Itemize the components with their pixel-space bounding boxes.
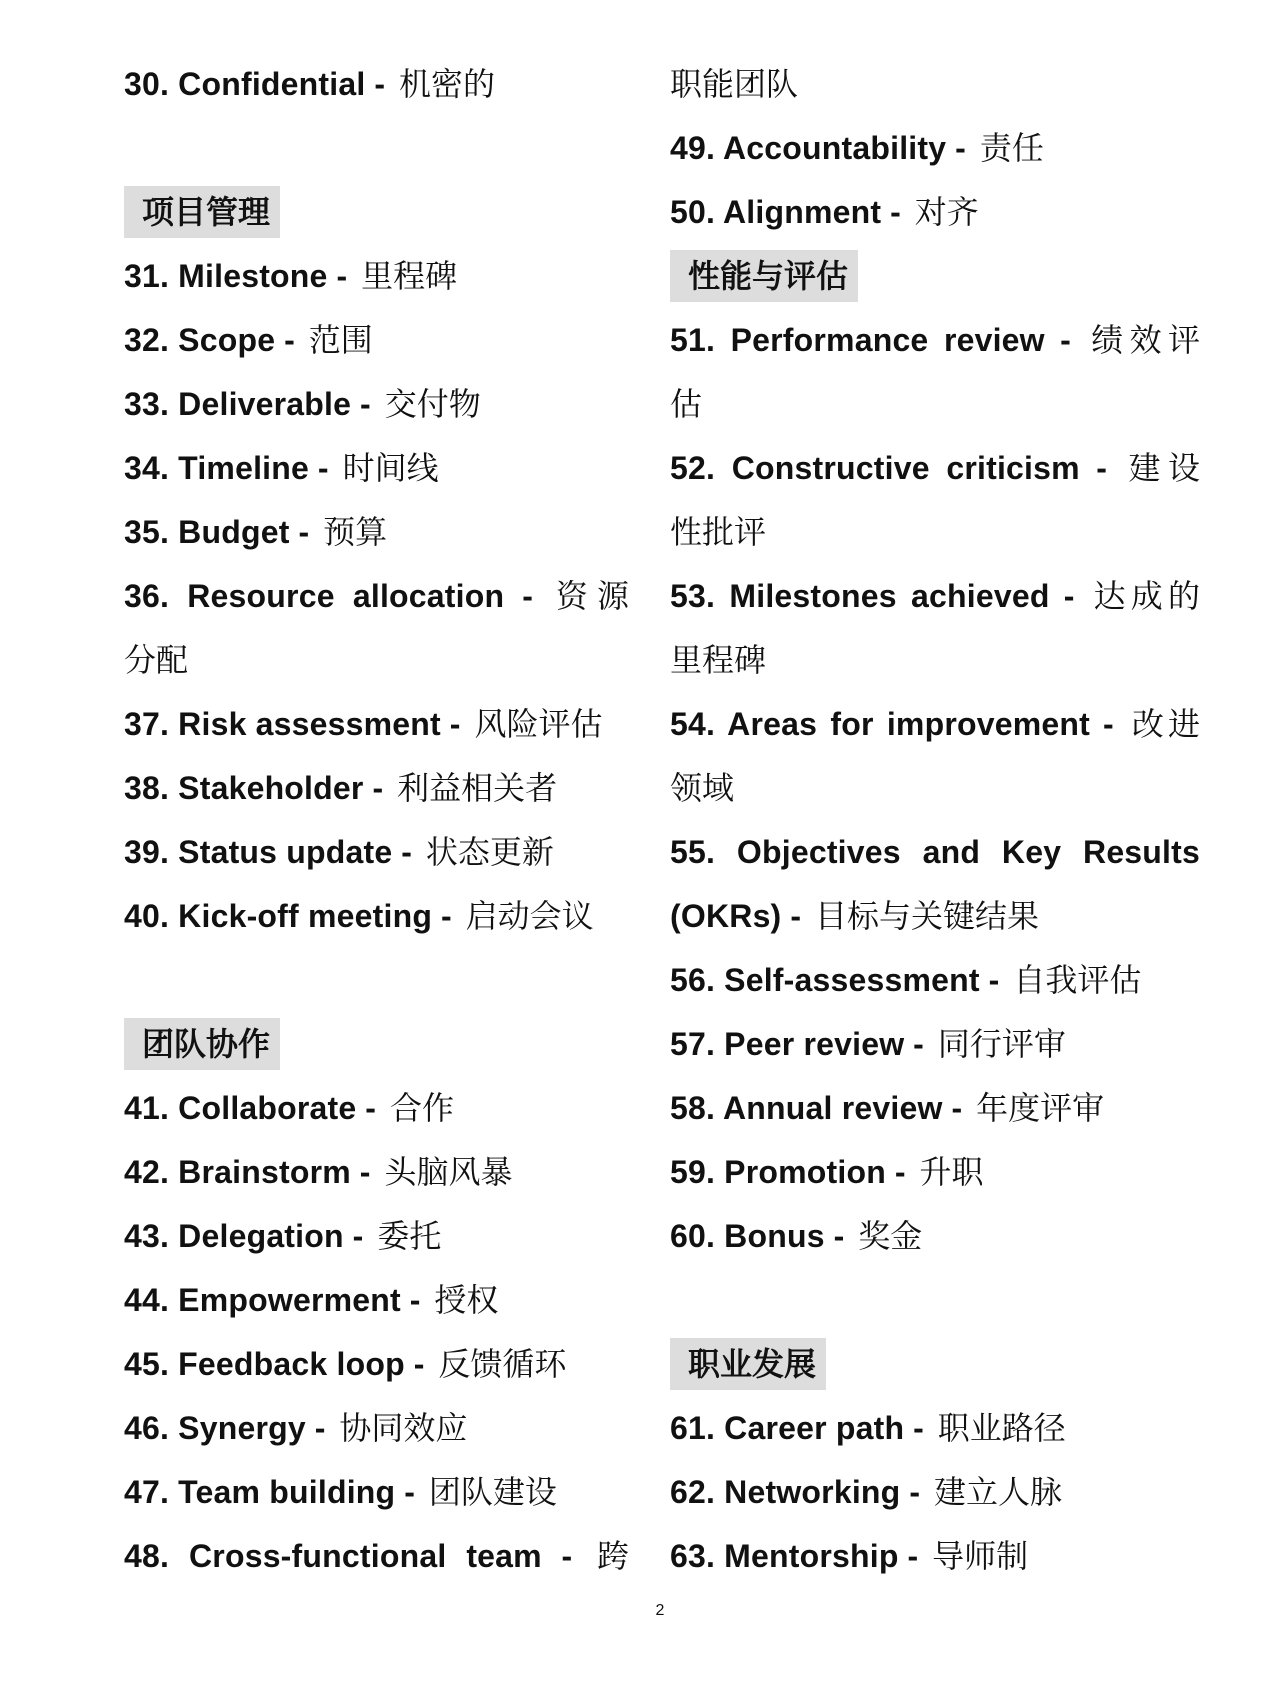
spacer (124, 948, 629, 1012)
entry-translation: 团队建设 (428, 1473, 557, 1511)
vocab-entry (124, 820, 629, 884)
entry-term: 40. Kick-off meeting (124, 898, 433, 934)
vocab-entry (124, 692, 629, 756)
vocab-entry (670, 1396, 1200, 1460)
vocab-entry (124, 1332, 629, 1396)
entry-separator: - (360, 386, 371, 422)
entry-translation: 绩效评 (1084, 321, 1200, 359)
entry-separator: - (413, 1346, 425, 1382)
vocab-entry-line2 (670, 884, 1200, 948)
entry-translation: 状态更新 (425, 833, 554, 871)
entry-separator: - (955, 130, 966, 166)
page-number: 2 (655, 1602, 665, 1619)
vocab-entry (124, 564, 629, 628)
entry-term: 48. Cross-functional team (124, 1538, 542, 1574)
vocab-entry (124, 436, 629, 500)
vocab-entry (124, 500, 629, 564)
entry-continuation: 估 (670, 385, 703, 423)
section-heading: 职业发展 (670, 1338, 826, 1390)
entry-term: 60. Bonus (670, 1218, 825, 1254)
vocab-entry (670, 564, 1200, 628)
entry-term: 59. Promotion (670, 1154, 886, 1190)
entry-term: 45. Feedback loop (124, 1346, 405, 1382)
entry-translation: 建设 (1120, 449, 1201, 487)
entry-separator: - (440, 898, 452, 934)
entry-term: 62. Networking (670, 1474, 901, 1510)
entry-translation: 建立人脉 (933, 1473, 1062, 1511)
entry-translation: 时间线 (342, 449, 439, 487)
entry-translation: 机密的 (399, 65, 496, 103)
entry-translation: 目标与关键结果 (814, 897, 1039, 935)
entry-term: 53. Milestones achieved (670, 578, 1050, 614)
vocab-entry (124, 884, 629, 948)
section-heading-row (670, 244, 1200, 308)
entry-separator: - (1060, 322, 1071, 358)
section-heading: 项目管理 (124, 186, 280, 238)
entry-translation: 协同效应 (339, 1409, 468, 1447)
entry-term: 61. Career path (670, 1410, 905, 1446)
entry-term: 34. Timeline (124, 450, 310, 486)
entry-term: 44. Empowerment (124, 1282, 401, 1318)
entry-separator: - (409, 1282, 421, 1318)
entry-separator: - (988, 962, 1000, 998)
entry-translation: 范围 (308, 321, 373, 359)
vocab-entry (124, 1076, 629, 1140)
entry-term: 38. Stakeholder (124, 770, 364, 806)
entry-translation: 升职 (919, 1153, 984, 1191)
section-heading-row (124, 180, 629, 244)
vocab-entry (124, 1396, 629, 1460)
vocab-entry (124, 1460, 629, 1524)
entry-continuation: 分配 (124, 641, 189, 679)
entry-translation: 年度评审 (976, 1089, 1105, 1127)
entry-separator: - (1063, 578, 1075, 614)
entry-term: 46. Synergy (124, 1410, 306, 1446)
entry-translation: 启动会议 (465, 897, 594, 935)
vocab-entry (670, 308, 1200, 372)
entry-translation: 导师制 (932, 1537, 1029, 1575)
entry-translation: 合作 (389, 1089, 454, 1127)
entry-separator: - (298, 514, 310, 550)
vocab-entry (670, 1204, 1200, 1268)
vocab-entry (670, 436, 1200, 500)
entry-separator: - (359, 1154, 371, 1190)
entry-continuation: 性批评 (670, 513, 767, 551)
entry-translation: 交付物 (384, 385, 481, 423)
entry-separator: - (449, 706, 461, 742)
entry-term: 58. Annual review (670, 1090, 943, 1126)
entry-translation: 委托 (377, 1217, 442, 1255)
entry-separator: - (913, 1026, 924, 1062)
entry-translation: 达成的 (1088, 577, 1200, 615)
entry-term: 31. Milestone (124, 258, 328, 294)
spacer (670, 1268, 1200, 1332)
entry-separator: - (909, 1474, 920, 1510)
entry-separator: - (894, 1154, 906, 1190)
entry-separator: - (365, 1090, 376, 1126)
entry-term: 63. Mentorship (670, 1538, 899, 1574)
section-heading: 性能与评估 (670, 250, 858, 302)
entry-separator: - (401, 834, 412, 870)
entry-term: 42. Brainstorm (124, 1154, 351, 1190)
vocab-entry (670, 1140, 1200, 1204)
entry-continuation: 职能团队 (670, 65, 799, 103)
vocab-entry (124, 1524, 629, 1588)
entry-term: 43. Delegation (124, 1218, 344, 1254)
entry-translation: 职业路径 (937, 1409, 1066, 1447)
entry-term: 50. Alignment (670, 194, 882, 230)
vocab-entry (124, 52, 629, 116)
right-column (670, 52, 1200, 1588)
vocab-entry (124, 244, 629, 308)
section-heading: 团队协作 (124, 1018, 280, 1070)
entry-separator: - (1103, 706, 1114, 742)
entry-separator: - (833, 1218, 845, 1254)
entry-separator: - (336, 258, 348, 294)
vocab-entry (124, 1140, 629, 1204)
entry-translation: 奖金 (858, 1217, 923, 1255)
entry-continuation: 里程碑 (670, 641, 767, 679)
vocab-entry (670, 1012, 1200, 1076)
entry-term: 57. Peer review (670, 1026, 905, 1062)
entry-translation: 风险评估 (474, 705, 603, 743)
entry-continuation: 领域 (670, 769, 735, 807)
entry-term: 54. Areas for improvement (670, 706, 1090, 742)
entry-separator: - (951, 1090, 963, 1126)
entry-term: 33. Deliverable (124, 386, 352, 422)
entry-translation: 同行评审 (937, 1025, 1066, 1063)
entry-term: 56. Self-assessment (670, 962, 980, 998)
entry-separator: - (561, 1538, 573, 1574)
vocab-entry (124, 756, 629, 820)
vocab-entry (670, 692, 1200, 756)
entry-translation: 跨 (586, 1537, 629, 1575)
entry-term: 47. Team building (124, 1474, 396, 1510)
vocab-entry (124, 372, 629, 436)
entry-separator: - (372, 770, 384, 806)
vocab-entry (670, 1524, 1200, 1588)
left-column (124, 52, 629, 1588)
entry-term: 55. Objectives and Key Results (670, 834, 1200, 870)
vocab-entry (670, 180, 1200, 244)
spacer (124, 116, 629, 180)
entry-term: 51. Performance review (670, 322, 1045, 358)
entry-term: 36. Resource allocation (124, 578, 505, 614)
vocab-entry (670, 1460, 1200, 1524)
entry-separator: - (404, 1474, 415, 1510)
entry-translation: 对齐 (914, 193, 979, 231)
entry-translation: 利益相关者 (397, 769, 558, 807)
entry-separator: - (790, 898, 801, 934)
entry-translation: 授权 (434, 1281, 499, 1319)
entry-separator: - (913, 1410, 924, 1446)
entry-translation: 头脑风暴 (384, 1153, 513, 1191)
entry-translation: 责任 (979, 129, 1044, 167)
entry-translation: 自我评估 (1013, 961, 1142, 999)
vocab-entry (124, 308, 629, 372)
entry-term: 30. Confidential (124, 66, 366, 102)
entry-separator: - (374, 66, 385, 102)
entry-term: 39. Status update (124, 834, 393, 870)
entry-separator: - (890, 194, 901, 230)
section-heading-row (124, 1012, 629, 1076)
vocab-entry (670, 1076, 1200, 1140)
entry-translation: 改进 (1127, 705, 1200, 743)
entry-term: 37. Risk assessment (124, 706, 441, 742)
vocab-entry (670, 116, 1200, 180)
vocab-entry (670, 948, 1200, 1012)
vocab-entry (124, 1268, 629, 1332)
entry-separator: - (314, 1410, 326, 1446)
entry-separator: - (352, 1218, 364, 1254)
entry-separator: - (522, 578, 533, 614)
entry-separator: - (317, 450, 329, 486)
entry-term: 32. Scope (124, 322, 276, 358)
entry-translation: 里程碑 (361, 257, 458, 295)
vocab-entry (670, 820, 1200, 884)
entry-term: 35. Budget (124, 514, 290, 550)
entry-separator: - (1096, 450, 1107, 486)
entry-term: 52. Constructive criticism (670, 450, 1080, 486)
vocab-entry (124, 1204, 629, 1268)
entry-translation: 反馈循环 (438, 1345, 567, 1383)
entry-translation: 预算 (323, 513, 388, 551)
section-heading-row (670, 1332, 1200, 1396)
entry-translation: 资源 (546, 577, 629, 615)
entry-term: 49. Accountability (670, 130, 947, 166)
entry-term: 41. Collaborate (124, 1090, 357, 1126)
entry-term-cont: (OKRs) (670, 898, 782, 934)
entry-separator: - (284, 322, 295, 358)
entry-separator: - (907, 1538, 919, 1574)
